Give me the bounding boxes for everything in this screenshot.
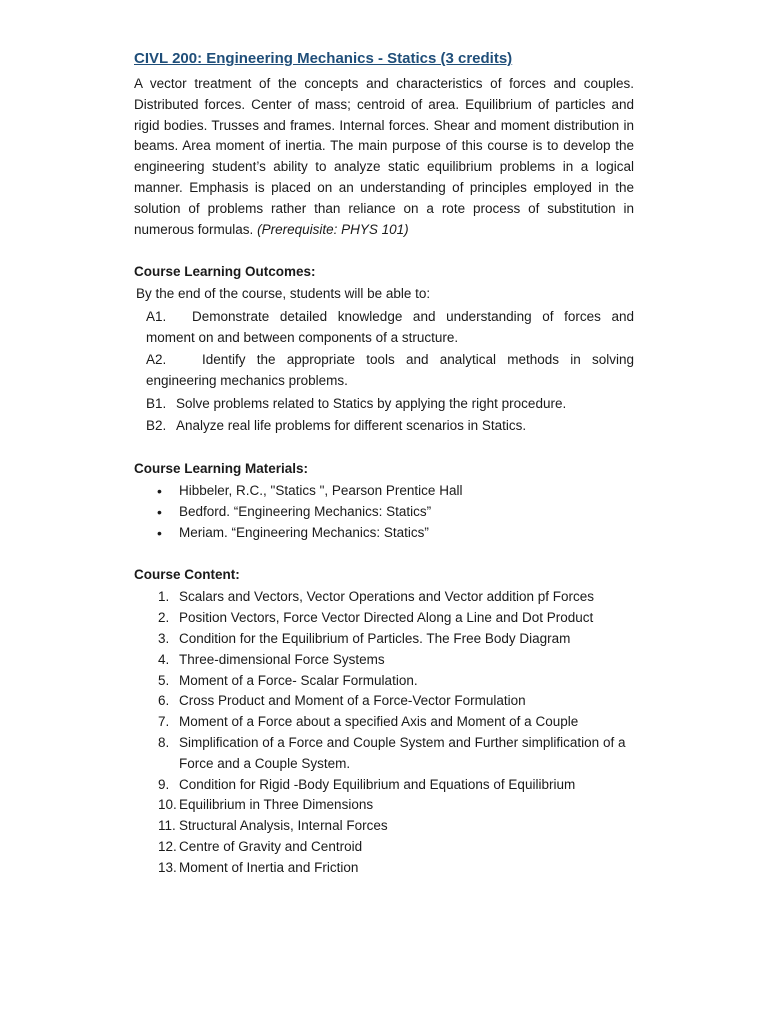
list-item (134, 481, 634, 502)
item-text: Moment of a Force- Scalar Formulation. (179, 672, 418, 688)
material-text: Meriam. “Engineering Mechanics: Statics” (179, 524, 429, 540)
list-item (134, 629, 634, 650)
materials-heading: Course Learning Materials: (134, 460, 309, 476)
item-number: 1. (158, 589, 170, 605)
item-number: 3. (158, 630, 170, 646)
outcome-item (146, 394, 634, 415)
prerequisite-text: (Prerequisite: PHYS 101) (257, 221, 409, 237)
list-item (134, 691, 634, 712)
outcome-code: B1. (146, 396, 167, 412)
bullet-icon: • (157, 482, 162, 499)
item-number: 5. (158, 672, 170, 688)
bullet-icon: • (157, 524, 162, 541)
list-item (134, 837, 634, 858)
list-item (134, 733, 634, 775)
item-text: Structural Analysis, Internal Forces (179, 818, 388, 834)
item-text: Condition for the Equilibrium of Particles. The Free Body Diagram (179, 630, 571, 646)
list-item (134, 775, 634, 796)
course-description (134, 74, 634, 240)
outcome-text: Analyze real life problems for different scenarios in Statics. (176, 418, 527, 434)
outcome-text: Demonstrate detailed knowledge and understanding of forces and moment on and between components of a structure. (146, 309, 634, 345)
list-item (134, 858, 634, 879)
outcome-item (146, 416, 634, 437)
content-heading: Course Content: (134, 567, 240, 583)
outcomes-intro: By the end of the course, students will be able to: (136, 286, 431, 302)
bullet-icon: • (157, 503, 162, 520)
item-text: Moment of Inertia and Friction (179, 859, 359, 875)
document-content (134, 48, 634, 879)
item-text: Condition for Rigid -Body Equilibrium and Equations of Equilibrium (179, 776, 576, 792)
item-number: 12. (158, 838, 177, 854)
list-item (134, 502, 634, 523)
item-text: Equilibrium in Three Dimensions (179, 797, 374, 813)
item-number: 8. (158, 734, 170, 750)
content-list (134, 587, 634, 878)
item-text: Position Vectors, Force Vector Directed Along a Line and Dot Product (179, 610, 594, 626)
description-text: A vector treatment of the concepts and characteristics of forces and couples. Distributed forces. Center of mass; centroid of area. Equilibrium of particles and rigid bodies. Trusses and frames. Internal forces. Shear and moment distribution in beams. Area moment of inertia. The main purpose of this course is to develop the engineering student’s ability to analyze static equilibrium problems in a logical manner. Emphasis is placed on an understanding of principles employed in the solution of problems rather than reliance on a rote process of substitution in numerous formulas. (134, 76, 634, 237)
list-item (134, 608, 634, 629)
outcome-code: B2. (146, 418, 167, 434)
outcome-text: Identify the appropriate tools and analytical methods in solving engineering mechanics problems. (146, 351, 634, 388)
item-number: 6. (158, 693, 170, 709)
material-text: Bedford. “Engineering Mechanics: Statics” (179, 503, 432, 519)
list-item (134, 523, 634, 544)
item-text: Scalars and Vectors, Vector Operations and Vector addition pf Forces (179, 589, 594, 605)
item-text: Cross Product and Moment of a Force-Vector Formulation (179, 693, 526, 709)
item-number: 4. (158, 651, 170, 667)
item-text: Moment of a Force about a specified Axis and Moment of a Couple (179, 714, 579, 730)
list-item (134, 587, 634, 608)
outcome-code: A2. (146, 351, 167, 367)
item-text: Three-dimensional Force Systems (179, 651, 385, 667)
list-item (134, 816, 634, 837)
material-text: Hibbeler, R.C., "Statics ", Pearson Prentice Hall (179, 482, 463, 498)
outcome-item (146, 307, 634, 349)
item-number: 13. (158, 859, 177, 875)
outcome-item (146, 350, 634, 392)
item-number: 10. (158, 797, 177, 813)
course-title: CIVL 200: Engineering Mechanics - Statics (3 credits) (134, 50, 513, 67)
outcome-code: A1. (146, 309, 167, 325)
item-text: Simplification of a Force and Couple System and Further simplification of a Force and a Couple System. (179, 734, 626, 771)
materials-list (134, 481, 634, 543)
list-item (134, 795, 634, 816)
item-number: 9. (158, 776, 170, 792)
list-item (134, 650, 634, 671)
item-number: 7. (158, 714, 170, 730)
outcome-text: Solve problems related to Statics by applying the right procedure. (176, 396, 567, 412)
item-number: 2. (158, 610, 170, 626)
list-item (134, 671, 634, 692)
item-number: 11. (158, 818, 176, 834)
outcomes-heading: Course Learning Outcomes: (134, 264, 316, 280)
list-item (134, 712, 634, 733)
item-text: Centre of Gravity and Centroid (179, 838, 363, 854)
